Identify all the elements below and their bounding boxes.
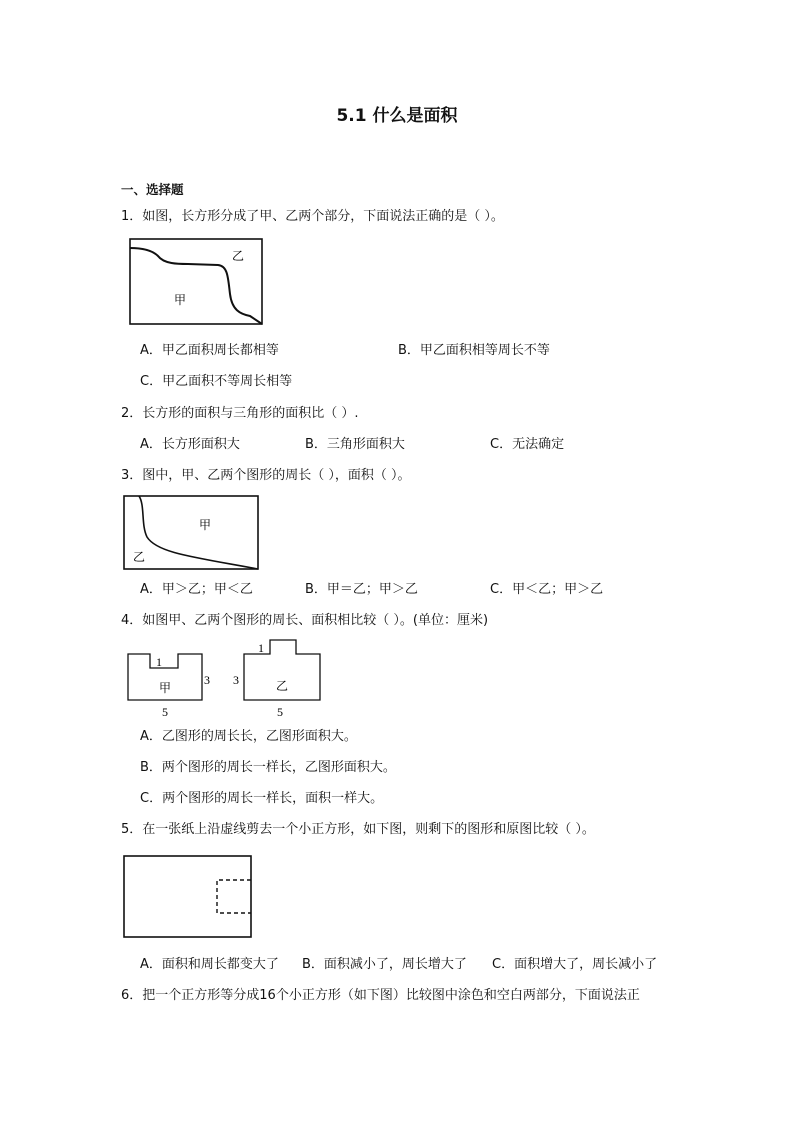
q5-option-a[interactable]: A．面积和周长都变大了 bbox=[140, 957, 279, 972]
q4-fig-b-height: 3 bbox=[233, 673, 239, 687]
q1-label-yi: 乙 bbox=[232, 249, 245, 263]
q1-stem: 1．如图，长方形分成了甲、乙两个部分，下面说法正确的是（ ）。 bbox=[121, 209, 504, 224]
q3-option-c[interactable]: C．甲＜乙；甲＞乙 bbox=[490, 582, 604, 597]
q2-option-a[interactable]: A．长方形面积大 bbox=[140, 437, 240, 452]
q5-stem: 5．在一张纸上沿虚线剪去一个小正方形，如下图，则剩下的图形和原图比较（ ）。 bbox=[121, 822, 595, 837]
q4-fig-a-height: 3 bbox=[204, 673, 210, 687]
q3-stem: 3．图中，甲、乙两个图形的周长（ ），面积（ ）。 bbox=[121, 468, 411, 483]
q4-fig-b-width: 5 bbox=[277, 705, 283, 719]
q1-option-a[interactable]: A．甲乙面积周长都相等 bbox=[140, 343, 279, 358]
q5-option-b[interactable]: B．面积减小了，周长增大了 bbox=[302, 957, 467, 972]
q4-fig-a-width: 5 bbox=[162, 705, 168, 719]
q5-figure bbox=[123, 855, 253, 939]
q1-option-c[interactable]: C．甲乙面积不等周长相等 bbox=[140, 374, 293, 389]
q1-figure bbox=[128, 238, 264, 326]
section-heading: 一、选择题 bbox=[121, 182, 184, 197]
q5-option-c[interactable]: C．面积增大了，周长减小了 bbox=[492, 957, 658, 972]
q2-option-b[interactable]: B．三角形面积大 bbox=[305, 437, 405, 452]
q3-figure bbox=[123, 495, 260, 571]
q1-option-b[interactable]: B．甲乙面积相等周长不等 bbox=[398, 343, 550, 358]
q2-stem: 2．长方形的面积与三角形的面积比（ ）. bbox=[121, 406, 359, 421]
q4-fig-b-bump: 1 bbox=[258, 641, 264, 655]
q4-fig-b-name: 乙 bbox=[276, 679, 289, 693]
q4-fig-a-name: 甲 bbox=[159, 681, 172, 695]
q4-fig-a-notch: 1 bbox=[156, 655, 162, 669]
q4-option-b[interactable]: B．两个图形的周长一样长，乙图形面积大。 bbox=[140, 760, 396, 775]
q2-option-c[interactable]: C．无法确定 bbox=[490, 437, 565, 452]
q1-label-jia: 甲 bbox=[174, 293, 187, 307]
q4-option-c[interactable]: C．两个图形的周长一样长，面积一样大。 bbox=[140, 791, 384, 806]
q4-option-a[interactable]: A．乙图形的周长长，乙图形面积大。 bbox=[140, 729, 357, 744]
q3-option-b[interactable]: B．甲＝乙；甲＞乙 bbox=[305, 582, 418, 597]
q6-stem: 6．把一个正方形等分成16个小正方形（如下图）比较图中涂色和空白两部分，下面说法正 bbox=[121, 988, 640, 1003]
q3-option-a[interactable]: A．甲＞乙；甲＜乙 bbox=[140, 582, 253, 597]
q4-figure bbox=[120, 638, 330, 720]
page-title: 5.1 什么是面积 bbox=[336, 106, 458, 126]
q3-label-jia: 甲 bbox=[199, 518, 212, 532]
q4-stem: 4．如图甲、乙两个图形的周长、面积相比较（ ）。(单位：厘米) bbox=[121, 613, 489, 628]
q3-label-yi: 乙 bbox=[133, 550, 146, 564]
